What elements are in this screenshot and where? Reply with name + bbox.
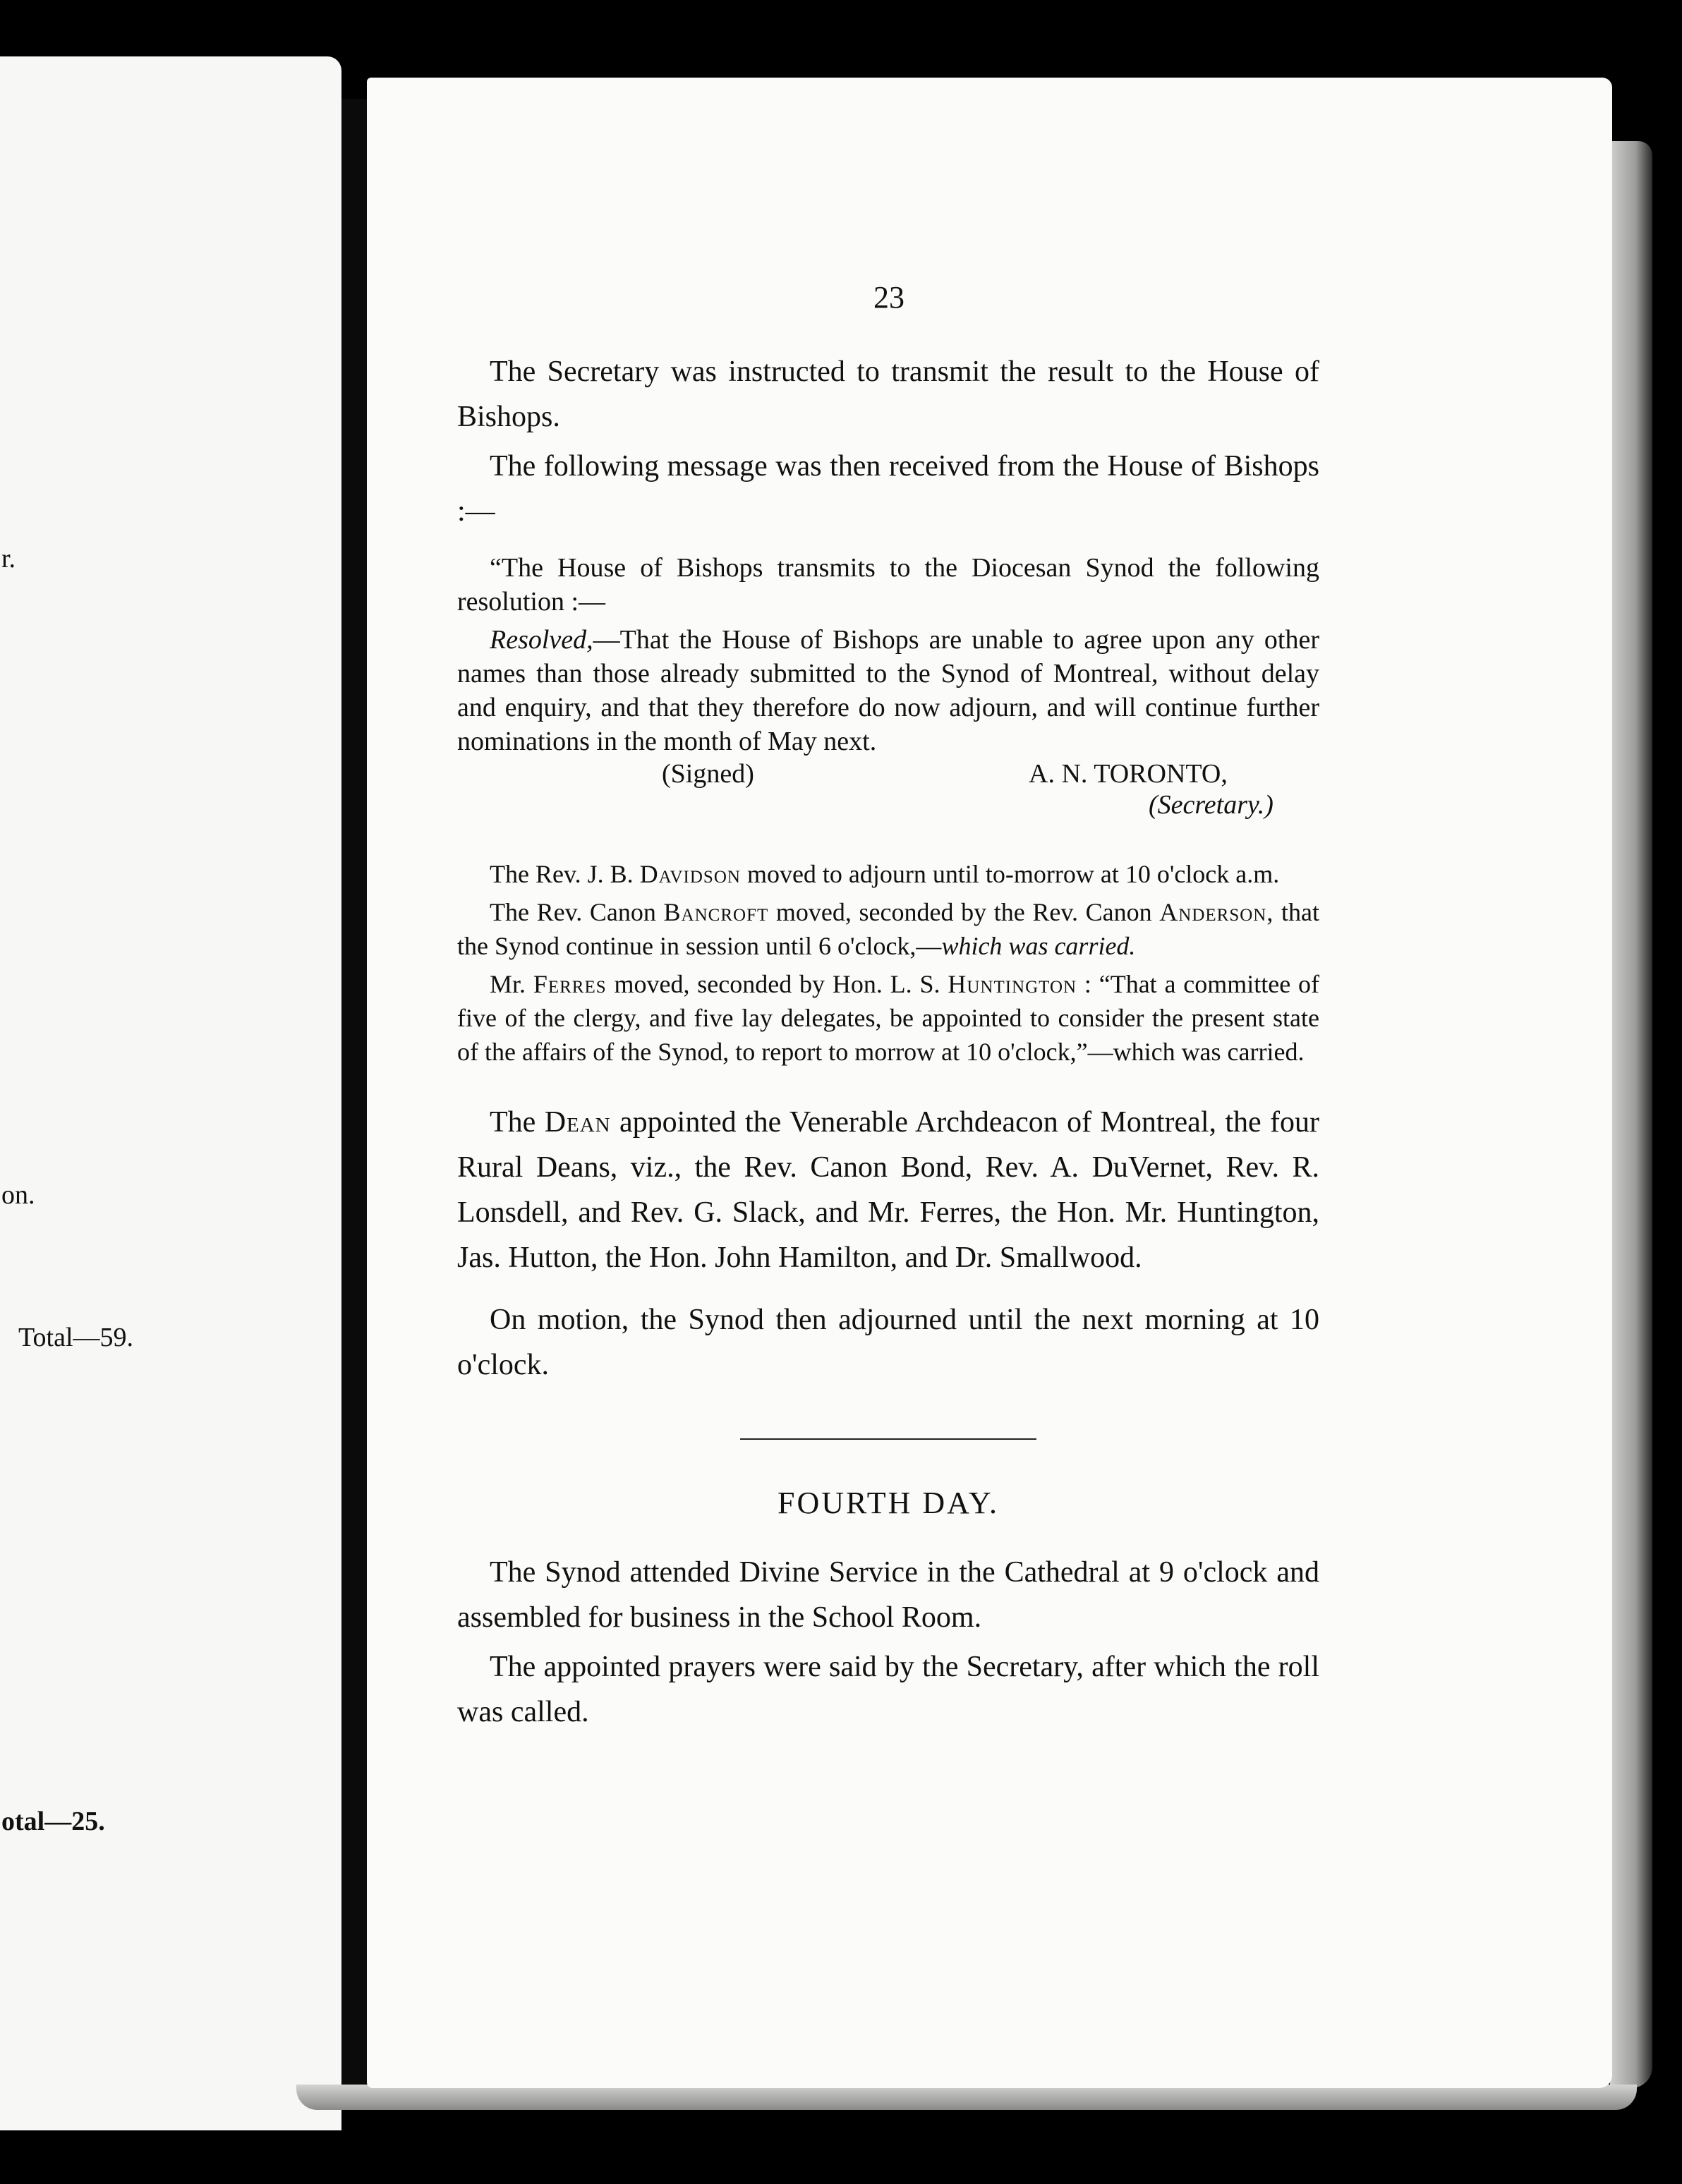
motion-text: moved to adjourn until to-morrow at 10 o'clock a.m. xyxy=(746,860,1280,888)
adjourned-paragraph: On motion, the Synod then adjourned until the next morning at 10 o'clock. xyxy=(457,1304,1319,1381)
paragraph-secretary: The Secretary was instructed to transmit the result to the House of Bishops. xyxy=(457,356,1319,433)
signature-label: (Signed) xyxy=(662,759,754,789)
dean-text: appointed the Venerable Archdeacon of Montreal, the four Rural Deans, viz., the Rev. Canon Bond, Rev. A. DuVernet, Rev. R. Lonsdell, and Rev. G. Slack, and Mr. Ferres, the Hon. Mr. Huntington, Jas. Hutton, the Hon. John Hamilton, and Dr. Smallwood. xyxy=(457,1106,1320,1274)
signature-block xyxy=(457,758,1319,826)
motion-result: which was carried. xyxy=(941,932,1136,960)
quote-intro: “The House of Bishops transmits to the Diocesan Synod the following resolution :— xyxy=(457,553,1319,617)
dean-name: Dean xyxy=(544,1106,611,1139)
dean-text: The xyxy=(490,1106,536,1139)
motion-ferres xyxy=(457,967,1319,1069)
divine-service-paragraph: The Synod attended Divine Service in the Cathedral at 9 o'clock and assembled for business in the School Room. xyxy=(457,1556,1319,1634)
member-name: Davidson xyxy=(639,860,741,888)
left-page-fragment: on. xyxy=(1,1180,35,1210)
left-page-fragment: Total—59. xyxy=(18,1323,134,1352)
motion-text: Mr. xyxy=(490,970,526,998)
member-name: Ferres xyxy=(533,970,607,998)
section-divider xyxy=(740,1438,1036,1440)
motion-text: moved, seconded by Hon. L. S. xyxy=(614,970,940,998)
motion-text: The Rev. J. B. xyxy=(490,860,634,888)
motion-text: The Rev. Canon xyxy=(490,898,656,926)
motion-text: that the Synod continue in session until 6 o'clock,— xyxy=(457,898,1319,960)
motion-text: : “That a committee of five of the clergy, and five lay delegates, be appointed to consider the present state of the affairs of the Synod, to report to morrow at 10 o'clock,”—which was carried. xyxy=(457,970,1320,1066)
page-edge xyxy=(1610,141,1652,2088)
resolved-label: Resolved, xyxy=(490,625,593,655)
paragraph-following-message: The following message was then received from the House of Bishops :— xyxy=(457,450,1319,528)
member-name: Anderson, xyxy=(1159,898,1274,926)
signature-role: (Secretary.) xyxy=(1149,790,1273,820)
left-page-fragment: otal—25. xyxy=(1,1807,105,1836)
prayers-paragraph: The appointed prayers were said by the Secretary, after which the roll was called. xyxy=(457,1651,1319,1728)
book-gutter xyxy=(341,99,370,2109)
page-bottom-edge xyxy=(296,2085,1637,2110)
member-name: Bancroft xyxy=(663,898,769,926)
signature-name: A. N. TORONTO, xyxy=(1029,759,1228,789)
resolution-paragraph xyxy=(457,623,1319,758)
resolution-text: —That the House of Bishops are unable to agree upon any other names than those already submitted to the Synod of Montreal, without delay and enquiry, and that they therefore do now adjourn, and will continue further nominations in the month of May next. xyxy=(457,625,1319,756)
page-body xyxy=(457,349,1319,1735)
left-page-fragment: r. xyxy=(1,544,16,574)
member-name: Huntington xyxy=(948,970,1077,998)
motion-text: moved, seconded by the Rev. Canon xyxy=(775,898,1152,926)
page-number: 23 xyxy=(873,280,904,315)
motion-bancroft xyxy=(457,895,1319,963)
dean-appointment xyxy=(457,1100,1319,1280)
motion-davidson xyxy=(457,857,1319,891)
section-heading: FOURTH DAY. xyxy=(778,1486,999,1520)
